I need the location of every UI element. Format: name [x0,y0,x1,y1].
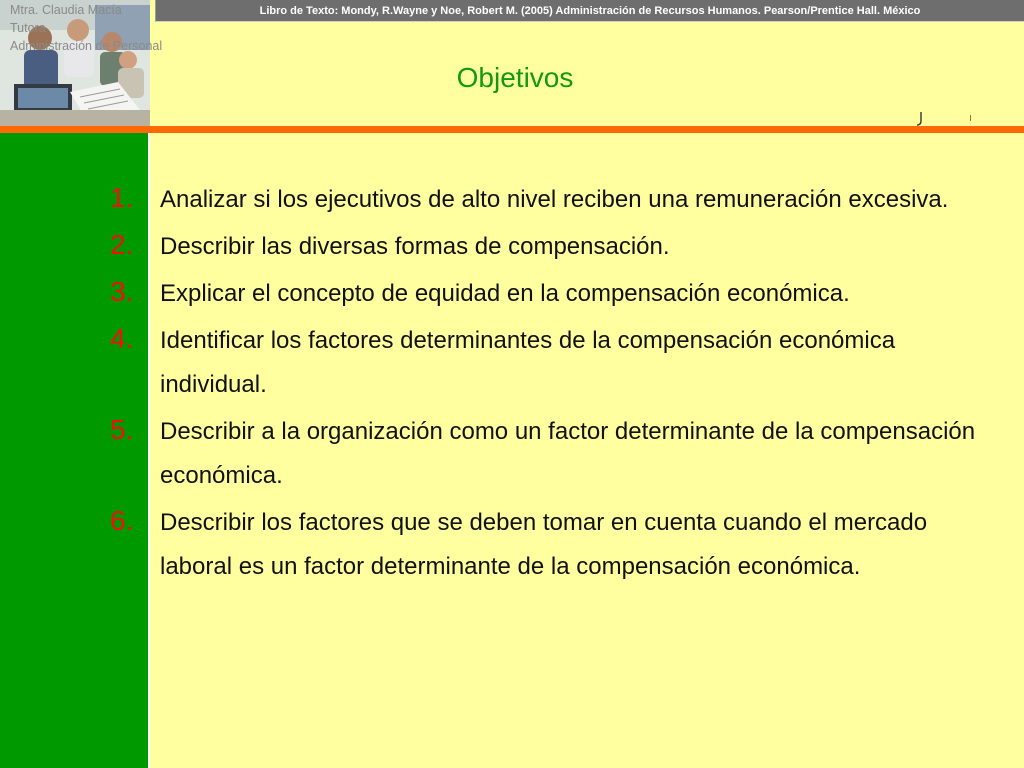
objective-text: Analizar si los ejecutivos de alto nivel reciben una remuneración excesiva. [160,186,949,213]
tutor-line: Tutora [10,21,46,35]
objective-number: 5. [110,414,134,445]
objective-number: 6. [110,505,134,536]
objective-number: 4. [110,323,134,354]
objective-item [110,501,990,589]
author-line: Mtra. Claudia Macía [10,3,122,17]
slide-title: Objetivos [456,62,574,93]
course-line: Administración de Personal [10,39,163,53]
objective-item [110,319,990,407]
header-divider [0,126,1024,133]
citation-text: Libro de Texto: Mondy, R.Wayne y Noe, Robert M. (2005) Administración de Recursos Humanos. Pearson/Prentice Hall. México [259,4,921,17]
objective-number: 3. [110,276,134,307]
decorative-tick [970,115,971,121]
objective-number: 2. [110,229,134,260]
objective-item [110,225,990,269]
author-course-label [10,1,162,55]
objective-number: 1. [110,182,134,213]
objective-item [110,272,990,316]
objective-text: Describir las diversas formas de compensación. [160,233,670,260]
objectives-list [110,178,990,592]
objective-text: Identificar los factores determinantes de la compensación económica individual. [160,327,896,398]
citation-bar [155,0,1024,22]
objective-text: Explicar el concepto de equidad en la compensación económica. [160,280,850,307]
objective-text: Describir los factores que se deben tomar en cuenta cuando el mercado laboral es un factor determinante de la compensación económica. [160,509,928,580]
objective-item [110,178,990,222]
decorative-mark [917,112,923,126]
objective-text: Describir a la organización como un factor determinante de la compensación económica. [160,418,976,489]
objective-item [110,410,990,498]
